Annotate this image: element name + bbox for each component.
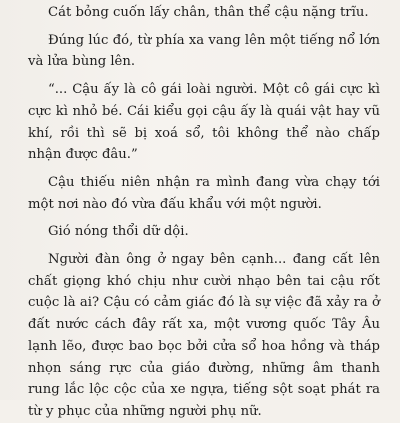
paragraph-1: Cát bỏng cuốn lấy chân, thân thể cậu nặng trĩu. bbox=[48, 5, 369, 20]
paragraph-6: Người đàn ông ở ngay bên cạnh... đang cất lên chất giọng khó chịu như cười nhạo bên tai cậu rốt cuộc là ai? Cậu có cảm giác đó là sự việc đã xảy ra ở đất nước cách đây rất xa, một vương quốc Tây Âu lạnh lẽo, được bao bọc bởi cửa sổ hoa hồng và tháp nhọn sáng rực của giáo đường, những âm thanh rung lắc lộc cộc của xe ngựa, tiếng sột soạt phát ra từ y phục của những người phụ nữ. bbox=[28, 252, 380, 419]
paragraph-3: “... Cậu ấy là cô gái loài người. Một cô gái cực kì cực kì nhỏ bé. Cái kiểu gọi cậu ấy là quái vật hay vũ khí, rồi thì sẽ bị xoá sổ, tôi không thể nào chấp nhận được đâu.” bbox=[28, 82, 380, 163]
paragraph-2: Đúng lúc đó, từ phía xa vang lên một tiếng nổ lớn và lửa bùng lên. bbox=[28, 32, 380, 70]
paragraph-5: Gió nóng thổi dữ dội. bbox=[48, 224, 189, 240]
body-text bbox=[28, 2, 380, 423]
paragraph-4: Cậu thiếu niên nhận ra mình đang vừa chạy tới một nơi nào đó vừa đấu khẩu với một người. bbox=[28, 174, 380, 212]
